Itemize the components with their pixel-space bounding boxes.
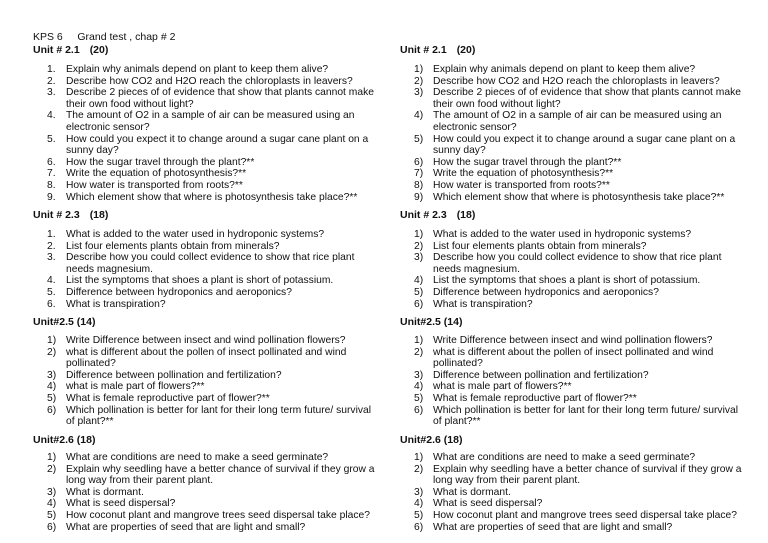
question-item bbox=[33, 299, 378, 311]
unit-title: Unit#2.6 (18) bbox=[400, 434, 463, 446]
unit-title: Unit#2.5 (14) bbox=[33, 316, 96, 328]
question-item bbox=[400, 381, 745, 393]
question-item bbox=[33, 370, 378, 382]
question-text: Explain why animals depend on plant to keep them alive? bbox=[66, 64, 329, 75]
question-item bbox=[33, 487, 378, 499]
question-item bbox=[400, 464, 745, 487]
question-item bbox=[33, 464, 378, 487]
question-text: Write Difference between insect and wind pollination flowers? bbox=[66, 335, 346, 346]
question-number: 5) bbox=[47, 509, 57, 521]
question-number: 3) bbox=[414, 87, 424, 99]
question-text: Write Difference between insect and wind pollination flowers? bbox=[433, 335, 713, 346]
question-number: 9) bbox=[414, 191, 424, 203]
question-list bbox=[33, 452, 378, 533]
question-item bbox=[33, 347, 378, 370]
question-text: what is different about the pollen of insect pollinated and wind pollinated? bbox=[433, 346, 714, 370]
question-item bbox=[400, 487, 745, 499]
unit-marks: (18) bbox=[456, 209, 476, 221]
question-number: 1. bbox=[47, 229, 56, 240]
question-item bbox=[400, 229, 745, 241]
unit-heading bbox=[33, 209, 108, 221]
question-number: 2) bbox=[414, 75, 424, 87]
question-text: Difference between pollination and fertilization? bbox=[66, 369, 282, 381]
question-item bbox=[400, 405, 745, 428]
question-list bbox=[400, 452, 745, 533]
question-text: What are conditions are need to make a seed germinate? bbox=[66, 452, 329, 463]
question-number: 8) bbox=[414, 179, 424, 191]
question-text: Explain why seedling have a better chance of survival if they grow a long way from their parent plant. bbox=[66, 463, 375, 487]
question-text: Which pollination is better for lant for their long term future/ survival of plant?** bbox=[433, 404, 739, 428]
question-text: What is added to the water used in hydroponic systems? bbox=[433, 229, 692, 240]
unit-title: Unit # 2.3 bbox=[400, 209, 447, 221]
question-item bbox=[400, 510, 745, 522]
question-text: Write the equation of photosynthesis?** bbox=[66, 168, 247, 180]
question-item bbox=[400, 64, 745, 76]
question-text: What is transpiration? bbox=[433, 298, 533, 310]
unit-heading bbox=[400, 434, 462, 446]
question-number: 6. bbox=[47, 298, 56, 310]
question-number: 5) bbox=[414, 509, 424, 521]
question-item bbox=[400, 241, 745, 253]
question-item bbox=[400, 275, 745, 287]
question-item bbox=[400, 252, 745, 275]
question-item bbox=[400, 134, 745, 157]
question-text: List the symptoms that shoes a plant is short of potassium. bbox=[433, 275, 701, 287]
question-item bbox=[400, 87, 745, 110]
question-text: What is transpiration? bbox=[66, 298, 166, 310]
question-list bbox=[400, 64, 745, 203]
question-text: How could you expect it to change around a sugar cane plant on a sunny day? bbox=[433, 133, 736, 157]
question-item bbox=[33, 393, 378, 405]
question-text: What is female reproductive part of flower?** bbox=[66, 392, 270, 404]
question-text: How could you expect it to change around a sugar cane plant on a sunny day? bbox=[66, 133, 369, 157]
question-number: 3) bbox=[47, 369, 57, 381]
question-number: 2) bbox=[414, 240, 424, 252]
question-number: 5. bbox=[47, 133, 56, 145]
question-text: How coconut plant and mangrove trees seed dispersal take place? bbox=[433, 509, 737, 521]
unit-marks: (20) bbox=[89, 44, 109, 56]
question-text: What is added to the water used in hydroponic systems? bbox=[66, 229, 325, 240]
question-item bbox=[33, 252, 378, 275]
question-item bbox=[400, 347, 745, 370]
question-number: 2) bbox=[47, 463, 57, 475]
question-number: 5) bbox=[414, 133, 424, 145]
question-item bbox=[33, 241, 378, 253]
question-item bbox=[33, 510, 378, 522]
question-list bbox=[400, 229, 745, 310]
question-item bbox=[400, 370, 745, 382]
unit-heading bbox=[33, 316, 95, 328]
question-item bbox=[33, 522, 378, 534]
question-number: 6. bbox=[47, 156, 56, 168]
question-item bbox=[33, 229, 378, 241]
unit-heading bbox=[33, 434, 95, 446]
question-number: 2) bbox=[414, 463, 424, 475]
question-number: 8. bbox=[47, 179, 56, 191]
question-number: 4) bbox=[47, 381, 57, 393]
question-number: 3. bbox=[47, 87, 56, 99]
question-item bbox=[33, 287, 378, 299]
question-item bbox=[400, 452, 745, 464]
question-text: What are properties of seed that are light and small? bbox=[66, 521, 306, 533]
question-number: 6) bbox=[47, 521, 57, 533]
question-number: 6) bbox=[414, 298, 424, 310]
question-text: Difference between pollination and fertilization? bbox=[433, 369, 649, 381]
question-item bbox=[400, 299, 745, 311]
question-list bbox=[33, 64, 378, 203]
question-item bbox=[33, 87, 378, 110]
unit-title: Unit # 2.1 bbox=[400, 44, 447, 56]
question-item bbox=[33, 452, 378, 464]
unit-title: Unit # 2.1 bbox=[33, 44, 80, 56]
question-number: 4) bbox=[47, 498, 57, 510]
unit-heading bbox=[400, 44, 475, 56]
question-text: What is seed dispersal? bbox=[433, 498, 543, 510]
question-item bbox=[400, 110, 745, 133]
question-item bbox=[33, 180, 378, 192]
question-number: 6) bbox=[414, 404, 424, 416]
question-text: Write the equation of photosynthesis?** bbox=[433, 168, 614, 180]
question-number: 5) bbox=[47, 392, 57, 404]
question-number: 6) bbox=[414, 521, 424, 533]
question-item bbox=[400, 335, 745, 347]
question-text: How coconut plant and mangrove trees seed dispersal take place? bbox=[66, 509, 370, 521]
question-number: 4) bbox=[414, 381, 424, 393]
question-text: Which pollination is better for lant for their long term future/ survival of plant?** bbox=[66, 404, 372, 428]
question-number: 4) bbox=[414, 275, 424, 287]
question-list bbox=[33, 335, 378, 428]
question-number: 3) bbox=[47, 486, 57, 498]
question-text: Describe 2 pieces of of evidence that show that plants cannot make their own food without light? bbox=[66, 87, 374, 110]
question-text: What is seed dispersal? bbox=[66, 498, 176, 510]
question-text: Explain why animals depend on plant to keep them alive? bbox=[433, 64, 696, 75]
question-text: How the sugar travel through the plant?** bbox=[66, 156, 255, 168]
question-item bbox=[400, 498, 745, 510]
question-text: what is male part of flowers?** bbox=[66, 381, 205, 393]
question-item bbox=[33, 381, 378, 393]
question-number: 7. bbox=[47, 168, 56, 180]
question-text: What is female reproductive part of flower?** bbox=[433, 392, 637, 404]
question-number: 1) bbox=[414, 452, 424, 463]
question-item bbox=[33, 110, 378, 133]
question-text: Describe how CO2 and H2O reach the chloroplasts in leavers? bbox=[66, 75, 353, 87]
question-item bbox=[33, 168, 378, 180]
question-item bbox=[400, 192, 745, 204]
question-number: 4) bbox=[414, 110, 424, 122]
question-number: 2) bbox=[414, 346, 424, 358]
question-item bbox=[33, 335, 378, 347]
question-item bbox=[33, 405, 378, 428]
question-text: The amount of O2 in a sample of air can be measured using an electronic sensor? bbox=[66, 110, 355, 133]
question-item bbox=[33, 192, 378, 204]
question-number: 3) bbox=[414, 369, 424, 381]
question-text: What are properties of seed that are light and small? bbox=[433, 521, 673, 533]
unit-heading bbox=[33, 44, 108, 56]
question-text: How water is transported from roots?** bbox=[66, 179, 243, 191]
question-text: How water is transported from roots?** bbox=[433, 179, 610, 191]
question-number: 5) bbox=[414, 392, 424, 404]
question-text: Describe 2 pieces of of evidence that show that plants cannot make their own food without light? bbox=[433, 87, 741, 110]
question-number: 6) bbox=[414, 156, 424, 168]
question-list bbox=[33, 229, 378, 310]
question-number: 1) bbox=[47, 335, 57, 346]
question-text: Difference between hydroponics and aeroponics? bbox=[433, 286, 659, 298]
question-text: what is different about the pollen of insect pollinated and wind pollinated? bbox=[66, 346, 347, 370]
question-text: Which element show that where is photosynthesis take place?** bbox=[66, 191, 358, 203]
question-number: 3) bbox=[414, 252, 424, 264]
test-header: KPS 6 Grand test , chap # 2 bbox=[33, 31, 176, 43]
question-number: 9. bbox=[47, 191, 56, 203]
question-item bbox=[400, 287, 745, 299]
question-number: 4. bbox=[47, 275, 56, 287]
question-text: How the sugar travel through the plant?** bbox=[433, 156, 622, 168]
question-item bbox=[400, 157, 745, 169]
question-item bbox=[33, 134, 378, 157]
question-text: Describe how CO2 and H2O reach the chloroplasts in leavers? bbox=[433, 75, 720, 87]
question-text: The amount of O2 in a sample of air can be measured using an electronic sensor? bbox=[433, 110, 722, 133]
question-number: 1) bbox=[414, 64, 424, 75]
question-number: 6) bbox=[47, 404, 57, 416]
question-number: 2. bbox=[47, 240, 56, 252]
question-number: 1) bbox=[47, 452, 57, 463]
question-item bbox=[33, 275, 378, 287]
question-text: List four elements plants obtain from minerals? bbox=[433, 240, 647, 252]
question-item bbox=[33, 64, 378, 76]
question-text: List the symptoms that shoes a plant is short of potassium. bbox=[66, 275, 334, 287]
question-item bbox=[33, 76, 378, 88]
unit-heading bbox=[400, 316, 462, 328]
unit-title: Unit # 2.3 bbox=[33, 209, 80, 221]
question-text: Describe how you could collect evidence to show that rice plant needs magnesium. bbox=[66, 252, 355, 275]
question-text: Explain why seedling have a better chance of survival if they grow a long way from their parent plant. bbox=[433, 463, 742, 487]
question-number: 5. bbox=[47, 286, 56, 298]
question-number: 5) bbox=[414, 286, 424, 298]
question-text: Which element show that where is photosynthesis take place?** bbox=[433, 191, 725, 203]
unit-title: Unit#2.6 (18) bbox=[33, 434, 96, 446]
question-text: Difference between hydroponics and aeroponics? bbox=[66, 286, 292, 298]
question-item bbox=[33, 157, 378, 169]
question-number: 1. bbox=[47, 64, 56, 75]
question-item bbox=[400, 393, 745, 405]
unit-marks: (18) bbox=[89, 209, 109, 221]
question-number: 2. bbox=[47, 75, 56, 87]
question-number: 3) bbox=[414, 486, 424, 498]
question-number: 4) bbox=[414, 498, 424, 510]
unit-heading bbox=[400, 209, 475, 221]
question-number: 1) bbox=[414, 229, 424, 240]
question-text: Describe how you could collect evidence to show that rice plant needs magnesium. bbox=[433, 252, 722, 275]
question-text: what is male part of flowers?** bbox=[433, 381, 572, 393]
unit-title: Unit#2.5 (14) bbox=[400, 316, 463, 328]
question-number: 4. bbox=[47, 110, 56, 122]
question-item bbox=[33, 498, 378, 510]
question-number: 3. bbox=[47, 252, 56, 264]
question-item bbox=[400, 168, 745, 180]
question-item bbox=[400, 180, 745, 192]
question-text: What is dormant. bbox=[433, 486, 511, 498]
question-item bbox=[400, 76, 745, 88]
question-item bbox=[400, 522, 745, 534]
question-number: 7) bbox=[414, 168, 424, 180]
question-list bbox=[400, 335, 745, 428]
question-number: 1) bbox=[414, 335, 424, 346]
question-number: 2) bbox=[47, 346, 57, 358]
question-text: List four elements plants obtain from minerals? bbox=[66, 240, 280, 252]
question-text: What is dormant. bbox=[66, 486, 144, 498]
unit-marks: (20) bbox=[456, 44, 476, 56]
question-text: What are conditions are need to make a seed germinate? bbox=[433, 452, 696, 463]
